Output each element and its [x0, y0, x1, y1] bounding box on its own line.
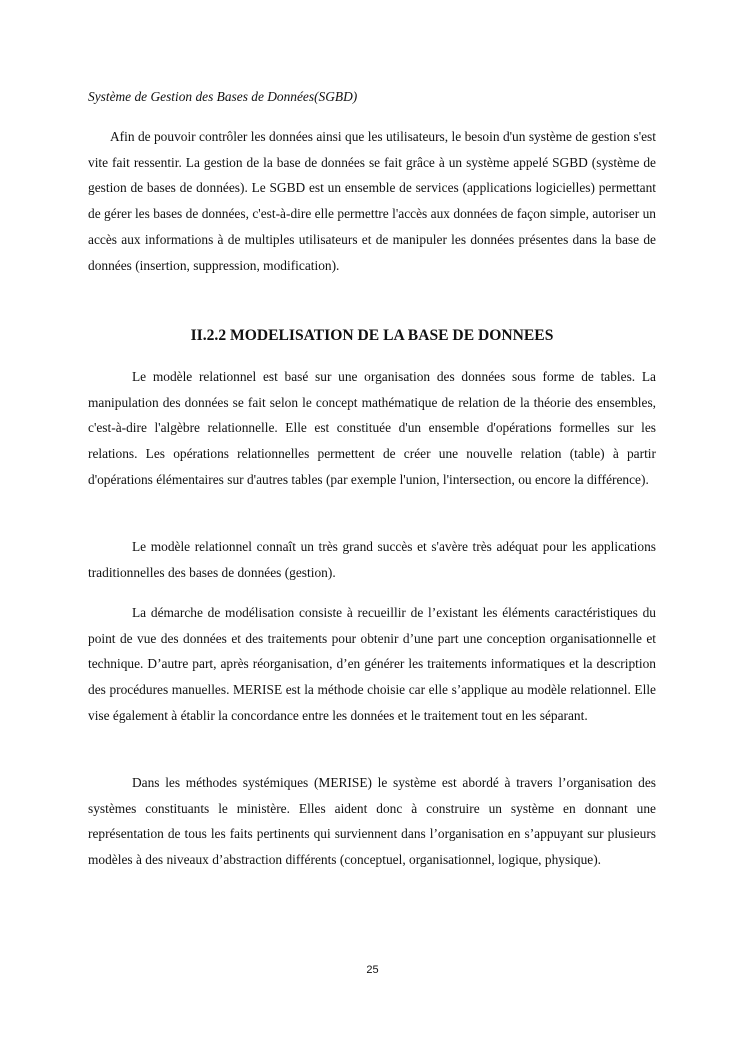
paragraph-relational-model: Le modèle relationnel est basé sur une organisation des données sous forme de tables. La manipulation des données se fait selon le concept mathématique de relation de la théorie des ensembles, c'est-à-dire l'algèbre relationnelle. Elle est constituée d'un ensemble d'opérations formelles sur les relations. Les opérations relationnelles permettent de créer une nouvelle relation (table) à partir d'opérations élémentaires sur d'autres tables (par exemple l'union, l'intersection, ou encore la différence).	[88, 369, 656, 487]
page-number: 25	[366, 964, 379, 976]
paragraph-modeling-approach: La démarche de modélisation consiste à recueillir de l’existant les éléments caractéristiques du point de vue des données et des traitements pour obtenir d’une part une conception organisationnelle et technique. D’autre part, après réorganisation, d’en générer les traitements informatiques et la description des procédures manuelles. MERISE est la méthode choisie car elle s’applique au modèle relationnel. Elle vise également à établir la concordance entre les données et le traitement tout en les séparant.	[88, 605, 656, 723]
paragraph-systemic-methods: Dans les méthodes systémiques (MERISE) le système est abordé à travers l’organisation des systèmes constituants le ministère. Elles aident donc à construire un système en donnant une représentation de tous les faits pertinents qui surviennent dans l’organisation en s’appuyant sur plusieurs modèles à des niveaux d’abstraction différents (conceptuel, organisationnel, logique, physique).	[88, 775, 656, 868]
paragraph-relational-success: Le modèle relationnel connaît un très grand succès et s'avère très adéquat pour les applications traditionnelles des bases de données (gestion).	[88, 539, 656, 580]
paragraph-sgbd: Afin de pouvoir contrôler les données ainsi que les utilisateurs, le besoin d'un système de gestion s'est vite fait ressentir. La gestion de la base de données se fait grâce à un système appelé SGBD (système de gestion de bases de données). Le SGBD est un ensemble de services (applications logicielles) permettant de gérer les bases de données, c'est-à-dire elle permettre l'accès aux données de façon simple, autoriser un accès aux informations à de multiples utilisateurs et de manipuler les données présentes dans la base de données (insertion, suppression, modification).	[88, 129, 656, 273]
section-title: II.2.2 MODELISATION DE LA BASE DE DONNEES	[190, 327, 554, 344]
subsection-heading: Système de Gestion des Bases de Données(SGBD)	[88, 89, 358, 104]
